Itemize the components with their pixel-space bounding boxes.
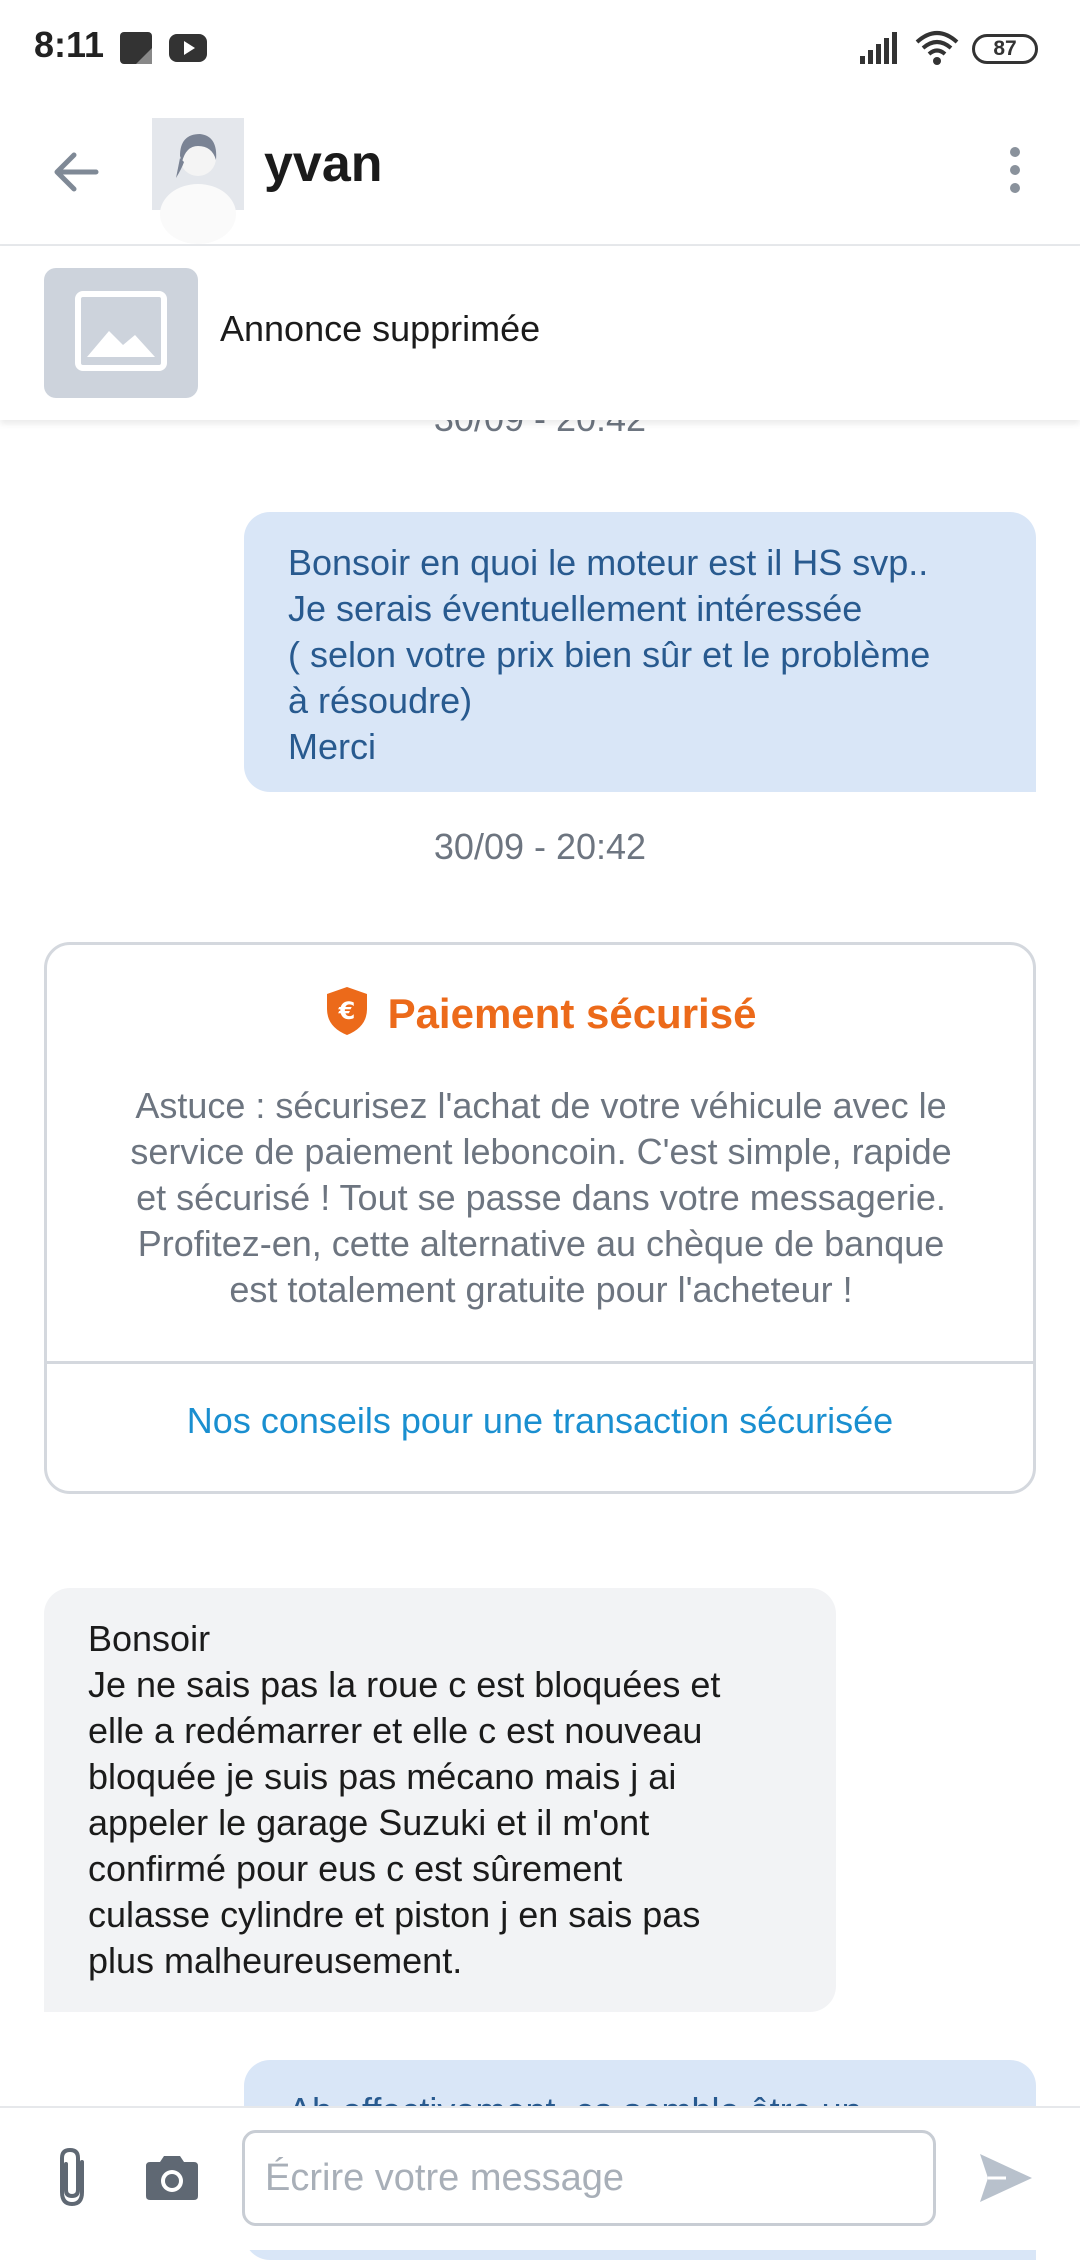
message-line: Je ne sais pas la roue c est bloquées et <box>88 1664 721 1705</box>
payment-tip-text <box>87 1083 995 1313</box>
image-placeholder-icon <box>75 291 167 376</box>
listing-title: Annonce supprimée <box>220 308 541 349</box>
message-line: bloquée je suis pas mécano mais j ai <box>88 1756 677 1797</box>
camera-button[interactable] <box>136 2144 208 2216</box>
tip-line: service de paiement leboncoin. C'est simple, rapide <box>130 1131 952 1172</box>
divider <box>47 1361 1033 1364</box>
message-line: elle a redémarrer et elle c est nouveau <box>88 1710 703 1751</box>
secure-payment-card <box>44 942 1036 1494</box>
message-line: Bonsoir en quoi le moteur est il HS svp.. <box>288 542 929 583</box>
wifi-icon <box>914 30 960 71</box>
shield-euro-icon <box>324 985 370 1042</box>
avatar[interactable] <box>152 118 244 210</box>
more-options-button[interactable] <box>990 136 1040 208</box>
youtube-icon <box>168 30 208 71</box>
send-button[interactable] <box>970 2144 1042 2216</box>
message-line: Je serais éventuellement intéressée <box>288 588 863 629</box>
message-line: à résoudre) <box>288 680 473 721</box>
message-line: confirmé pour eus c est sûrement <box>88 1848 623 1889</box>
arrow-left-icon <box>50 146 102 203</box>
notes-icon <box>118 30 154 71</box>
signal-icon <box>858 30 902 71</box>
message-timestamp: 30/09 - 20:42 <box>433 826 647 867</box>
secure-transaction-tips-link[interactable]: Nos conseils pour une transaction sécurisée <box>186 1400 894 1441</box>
message-line: Bonsoir <box>88 1618 211 1659</box>
message-line: culasse cylindre et piston j en sais pas <box>88 1894 701 1935</box>
battery-icon: 87 <box>972 34 1038 64</box>
svg-text:€: € <box>338 997 355 1025</box>
tip-line: et sécurisé ! Tout se passe dans votre messagerie. <box>136 1177 946 1218</box>
message-list[interactable] <box>0 420 1080 2106</box>
back-button[interactable] <box>40 138 112 210</box>
listing-card[interactable] <box>0 246 1080 420</box>
user-avatar-icon <box>152 118 244 210</box>
paperclip-icon <box>52 2146 92 2215</box>
tip-line: Profitez-en, cette alternative au chèque de banque <box>137 1223 945 1264</box>
payment-title: Paiement sécurisé <box>387 989 757 1037</box>
conversation-header <box>0 100 1080 246</box>
status-bar <box>0 0 1080 100</box>
message-composer <box>0 2106 1080 2250</box>
contact-name[interactable]: yvan <box>264 135 383 193</box>
payment-title-row <box>47 985 1033 1042</box>
message-line: plus malheureusement. <box>88 1940 463 1981</box>
tip-line: Astuce : sécurisez l'achat de votre véhicule avec le <box>135 1085 947 1126</box>
tip-line: est totalement gratuite pour l'acheteur ! <box>229 1269 853 1310</box>
attach-button[interactable] <box>40 2144 104 2216</box>
send-icon <box>976 2150 1036 2211</box>
incoming-message[interactable] <box>44 1588 836 2012</box>
message-line: Merci <box>288 726 376 767</box>
listing-thumbnail <box>44 268 198 398</box>
message-line: appeler le garage Suzuki et il m'ont <box>88 1802 650 1843</box>
camera-icon <box>142 2152 202 2209</box>
message-line: ( selon votre prix bien sûr et le problème <box>288 634 931 675</box>
status-time: 8:11 <box>34 24 105 65</box>
more-vertical-icon <box>1007 146 1023 199</box>
message-input[interactable] <box>242 2130 936 2226</box>
outgoing-message[interactable] <box>244 512 1036 792</box>
